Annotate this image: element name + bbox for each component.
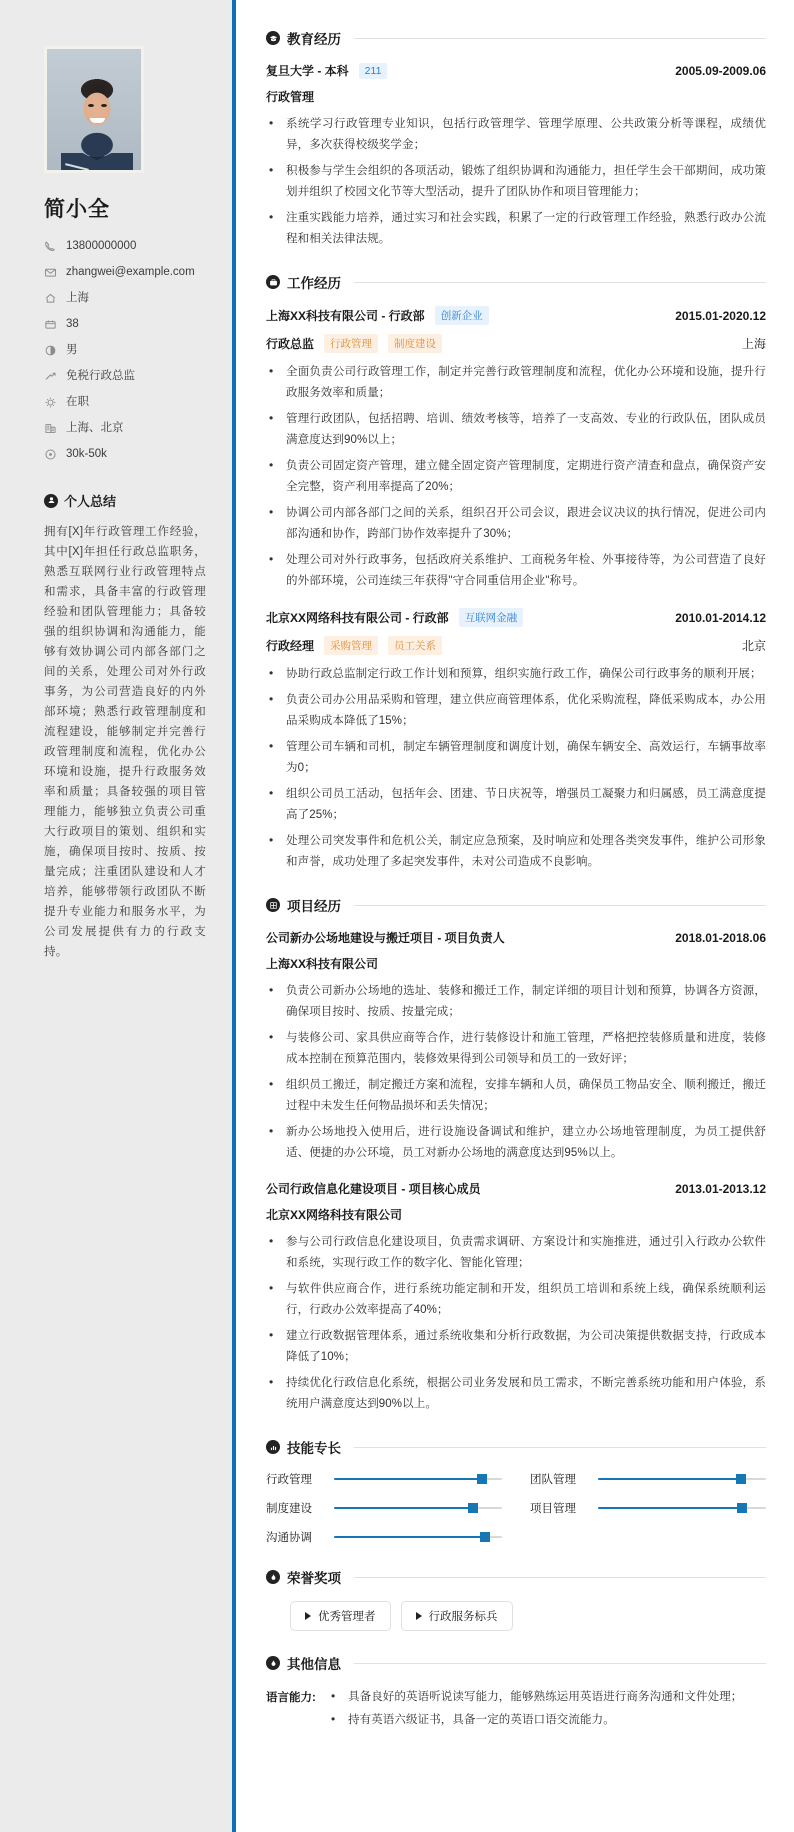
- skill-row: [530, 1471, 766, 1487]
- list-item: • 处理公司突发事件和危机公关，制定应急预案，及时响应和处理各类突发事件，维护公司形象和声誉，成功处理了多起突发事件，未对公司造成不良影响。: [266, 831, 766, 873]
- section-divider: [354, 905, 766, 906]
- list-item: • 参与公司行政信息化建设项目，负责需求调研、方案设计和实施推进，通过引入行政办公软件和系统，实现行政工作的数字化、智能化管理；: [266, 1232, 766, 1274]
- section-education: [266, 28, 766, 250]
- play-triangle-icon: [305, 1612, 311, 1620]
- contact-target-role: [44, 369, 210, 383]
- project-company: 上海XX科技有限公司: [266, 957, 379, 971]
- list-item: • 管理公司车辆和司机，制定车辆管理制度和调度计划，确保车辆安全、高效运行，车辆事故率为0；: [266, 737, 766, 779]
- section-other-title: 其他信息: [287, 1657, 341, 1672]
- section-divider: [354, 282, 766, 283]
- education-major: 行政管理: [266, 90, 315, 104]
- contact-status: [44, 395, 210, 409]
- list-item: • 协助行政总监制定行政工作计划和预算，组织实施行政工作，确保公司行政事务的顺利开展；: [266, 664, 766, 685]
- honors-list: [266, 1601, 766, 1631]
- list-item: • 系统学习行政管理专业知识，包括行政管理学、管理学原理、公共政策分析等课程，成绩优异，多次获得校级奖学金；: [266, 114, 766, 156]
- sidebar: [0, 0, 232, 1832]
- skill-fill: [334, 1536, 485, 1538]
- target-icon: [44, 370, 57, 383]
- list-item: • 组织公司员工活动，包括年会、团建、节日庆祝等，增强员工凝聚力和归属感，员工满意度提高了25%；: [266, 784, 766, 826]
- section-education-header: [266, 28, 766, 48]
- list-item: • 负责公司办公用品采购和管理，建立供应商管理体系，优化采购流程，降低采购成本，办公用品采购成本降低了15%；: [266, 690, 766, 732]
- skill-fill: [598, 1507, 742, 1509]
- home-icon: [44, 292, 57, 305]
- contact-status-value: 在职: [66, 396, 89, 408]
- contact-phone: [44, 239, 210, 253]
- skill-row: [266, 1471, 502, 1487]
- work-role-tag: 采购管理: [324, 636, 378, 655]
- skill-label: 行政管理: [266, 1474, 312, 1486]
- skill-fill: [334, 1478, 482, 1480]
- contact-email: [44, 265, 210, 279]
- section-other-header: [266, 1653, 766, 1673]
- city-icon: [44, 422, 57, 435]
- work-role-tag: 制度建设: [388, 334, 442, 353]
- section-divider: [354, 1663, 766, 1664]
- work-bullets: [266, 362, 766, 592]
- honor-chip[interactable]: [401, 1601, 513, 1631]
- skill-row: [266, 1500, 502, 1516]
- project-bullets: [266, 1232, 766, 1415]
- list-item: • 积极参与学生会组织的各项活动，锻炼了组织协调和沟通能力，担任学生会干部期间，成功策划并组织了校园文化节等大型活动，提升了团队协作和项目管理能力；: [266, 161, 766, 203]
- education-school: 复旦大学 - 本科: [266, 64, 349, 78]
- other-language-row: [266, 1687, 766, 1733]
- skills-grid: [266, 1471, 766, 1545]
- work-role: 行政经理: [266, 639, 315, 653]
- other-language-body: [328, 1687, 766, 1733]
- award-icon: [266, 1656, 280, 1670]
- list-item: • 与装修公司、家具供应商等合作，进行装修设计和施工管理，严格把控装修质量和进度，装修成本控制在预算范围内，装修效果得到公司领导和员工的一致好评；: [266, 1028, 766, 1070]
- project-date: 2013.01-2013.12: [675, 1181, 766, 1196]
- list-item: • 负责公司固定资产管理，建立健全固定资产管理制度，定期进行资产清查和盘点，确保资产安全完整，资产利用率提高了20%；: [266, 456, 766, 498]
- section-projects: [266, 895, 766, 1415]
- skill-slider[interactable]: [334, 1536, 502, 1538]
- project-date: 2018.01-2018.06: [675, 930, 766, 945]
- work-role-tag: 行政管理: [324, 334, 378, 353]
- other-language-label: 语言能力:: [266, 1692, 316, 1704]
- calendar-icon: [44, 318, 57, 331]
- work-location: 上海: [741, 337, 766, 351]
- work-entry-header: [266, 608, 766, 627]
- project-name: 公司新办公场地建设与搬迁项目 - 项目负责人: [266, 931, 505, 945]
- mail-icon: [44, 266, 57, 279]
- work-company: 北京XX网络科技有限公司 - 行政部: [266, 611, 449, 625]
- section-other: [266, 1653, 766, 1733]
- status-icon: [44, 396, 57, 409]
- briefcase-icon: [266, 275, 280, 289]
- section-projects-title: 项目经历: [287, 899, 341, 914]
- list-item: • 注重实践能力培养，通过实习和社会实践，积累了一定的行政管理工作经验，熟悉行政办公流程和相关法律法规。: [266, 208, 766, 250]
- work-company: 上海XX科技有限公司 - 行政部: [266, 309, 425, 323]
- skill-fill: [598, 1478, 741, 1480]
- avatar-mouth: [90, 118, 105, 123]
- contact-location-value: 上海: [66, 292, 89, 304]
- project-entry-header: [266, 1180, 766, 1197]
- honor-label: 行政服务标兵: [428, 1611, 498, 1623]
- contact-age-value: 38: [66, 318, 79, 330]
- avatar-eye-left: [88, 104, 94, 107]
- skill-label: 沟通协调: [266, 1532, 312, 1544]
- skill-label: 项目管理: [530, 1503, 576, 1515]
- play-triangle-icon: [416, 1612, 422, 1620]
- education-entry: [266, 62, 766, 250]
- summary-title-text: 个人总结: [64, 494, 117, 509]
- salary-icon: [44, 448, 57, 461]
- section-work-title: 工作经历: [287, 276, 341, 291]
- skill-knob[interactable]: [480, 1532, 490, 1542]
- contact-salary: [44, 447, 210, 461]
- list-item: • 持续优化行政信息化系统，根据公司业务发展和员工需求，不断完善系统功能和用户体验，系统用户满意度达到90%以上。: [266, 1373, 766, 1415]
- education-date: 2005.09-2009.06: [675, 63, 766, 78]
- list-item: • 建立行政数据管理体系，通过系统收集和分析行政数据，为公司决策提供数据支持，行政成本降低了10%；: [266, 1326, 766, 1368]
- contact-gender: [44, 343, 210, 357]
- skill-slider[interactable]: [334, 1478, 502, 1480]
- work-date: 2015.01-2020.12: [675, 308, 766, 323]
- grid-icon: [266, 898, 280, 912]
- work-role: 行政总监: [266, 337, 315, 351]
- skill-knob[interactable]: [468, 1503, 478, 1513]
- section-divider: [354, 38, 766, 39]
- section-divider: [354, 1447, 766, 1448]
- list-item: • 与软件供应商合作，进行系统功能定制和开发，组织员工培训和系统上线，确保系统顺利运行，行政办公效率提高了40%；: [266, 1279, 766, 1321]
- section-honors-title: 荣誉奖项: [287, 1571, 341, 1586]
- section-work: [266, 272, 766, 873]
- avatar-eye-right: [101, 104, 107, 107]
- project-entry-header: [266, 929, 766, 946]
- education-tag: 211: [359, 63, 388, 79]
- contact-cities: [44, 421, 210, 435]
- skill-label: 团队管理: [530, 1474, 576, 1486]
- work-entry-header: [266, 306, 766, 325]
- contact-gender-value: 男: [66, 344, 78, 356]
- graduation-icon: [266, 31, 280, 45]
- work-bullets: [266, 664, 766, 873]
- contact-age: [44, 317, 210, 331]
- chart-icon: [266, 1440, 280, 1454]
- skill-fill: [334, 1507, 473, 1509]
- skill-slider[interactable]: [334, 1507, 502, 1509]
- gender-icon: [44, 344, 57, 357]
- work-role-row: [266, 334, 766, 353]
- section-honors-header: [266, 1567, 766, 1587]
- avatar-collar: [61, 153, 133, 173]
- summary-section-title: [44, 491, 210, 510]
- section-honors: [266, 1567, 766, 1631]
- work-role-row: [266, 636, 766, 655]
- skill-slider[interactable]: [598, 1507, 766, 1509]
- work-location: 北京: [741, 639, 766, 653]
- project-bullets: [266, 981, 766, 1164]
- work-entry: [266, 306, 766, 592]
- list-item: • 组织员工搬迁，制定搬迁方案和流程，安排车辆和人员，确保员工物品安全、顺利搬迁，搬迁过程中未发生任何物品损坏和丢失情况；: [266, 1075, 766, 1117]
- phone-icon: [44, 240, 57, 253]
- skill-knob[interactable]: [737, 1503, 747, 1513]
- list-item: • 全面负责公司行政管理工作，制定并完善行政管理制度和流程，优化办公环境和设施，提升行政服务效率和质量；: [266, 362, 766, 404]
- skill-row: [530, 1500, 766, 1516]
- contact-phone-value: 13800000000: [66, 240, 137, 252]
- section-divider: [354, 1577, 766, 1578]
- section-skills-title: 技能专长: [287, 1441, 341, 1456]
- section-work-header: [266, 272, 766, 292]
- other-bullets: [328, 1687, 766, 1731]
- project-name: 公司行政信息化建设项目 - 项目核心成员: [266, 1182, 481, 1196]
- contact-cities-value: 上海、北京: [66, 422, 124, 434]
- section-skills-header: [266, 1437, 766, 1457]
- contact-salary-value: 30k-50k: [66, 448, 107, 460]
- honor-chip[interactable]: [290, 1601, 391, 1631]
- contact-list: [44, 239, 210, 461]
- candidate-name: 简小全: [44, 198, 110, 221]
- work-company-tag: 互联网金融: [459, 608, 524, 627]
- project-company: 北京XX网络科技有限公司: [266, 1208, 403, 1222]
- list-item: • 处理公司对外行政事务，包括政府关系维护、工商税务年检、外事接待等，为公司营造了良好的外部环境，公司连续三年获得"守合同重信用企业"称号。: [266, 550, 766, 592]
- summary-text: 拥有[X]年行政管理工作经验，其中[X]年担任行政总监职务，熟悉互联网行业行政管理特点和需求，具备丰富的行政管理经验和团队管理能力；具备较强的组织协调和沟通能力，能够有效协调公司内部各部门之间的关系，处理公司对外行政事务，为公司营造良好的内外部环境；熟悉行政管理制度和流程建设，能够制定并完善行政管理制度和流程，优化办公环境和设施，提升行政服务效率和质量；具备较强的项目管理能力，能够独立负责公司重大行政项目的策划、组织和实施，确保项目按时、按质、按量完成；注重团队建设和人才培养，能够带领行政团队不断提升专业能力和服务水平，为公司发展提供有力的行政支持。: [44, 526, 206, 958]
- skill-slider[interactable]: [598, 1478, 766, 1480]
- skill-knob[interactable]: [477, 1474, 487, 1484]
- list-item: • 新办公场地投入使用后，进行设施设备调试和维护，建立办公场地管理制度，为员工提供舒适、便捷的办公环境，员工对新办公场地的满意度达到95%以上。: [266, 1122, 766, 1164]
- work-entry: [266, 608, 766, 873]
- work-date: 2010.01-2014.12: [675, 610, 766, 625]
- section-education-title: 教育经历: [287, 32, 341, 47]
- education-entry-header: [266, 62, 766, 79]
- contact-location: [44, 291, 210, 305]
- work-company-tag: 创新企业: [435, 306, 489, 325]
- main-content: [232, 0, 794, 1832]
- skill-row: [266, 1529, 502, 1545]
- section-skills: [266, 1437, 766, 1545]
- list-item: • 持有英语六级证书，具备一定的英语口语交流能力。: [328, 1710, 766, 1731]
- project-entry: [266, 1180, 766, 1415]
- project-entry: [266, 929, 766, 1164]
- avatar: [44, 46, 144, 173]
- list-item: • 协调公司内部各部门之间的关系，组织召开公司会议，跟进会议决议的执行情况，促进公司内部沟通和协作，跨部门协作效率提升了30%；: [266, 503, 766, 545]
- list-item: • 具备良好的英语听说读写能力，能够熟练运用英语进行商务沟通和文件处理；: [328, 1687, 766, 1708]
- list-item: • 负责公司新办公场地的选址、装修和搬迁工作，制定详细的项目计划和预算，协调各方资源，确保项目按时、按质、按量完成；: [266, 981, 766, 1023]
- contact-email-value: zhangwei@example.com: [66, 266, 195, 278]
- avatar-photo: [47, 49, 141, 170]
- list-item: • 管理行政团队，包括招聘、培训、绩效考核等，培养了一支高效、专业的行政队伍，团队成员满意度达到90%以上；: [266, 409, 766, 451]
- person-icon: [44, 494, 58, 508]
- education-bullets: [266, 114, 766, 250]
- work-role-tag: 员工关系: [388, 636, 442, 655]
- section-projects-header: [266, 895, 766, 915]
- skill-label: 制度建设: [266, 1503, 312, 1515]
- contact-target-role-value: 免税行政总监: [66, 370, 135, 382]
- award-icon: [266, 1570, 280, 1584]
- honor-label: 优秀管理者: [318, 1611, 376, 1623]
- skill-knob[interactable]: [736, 1474, 746, 1484]
